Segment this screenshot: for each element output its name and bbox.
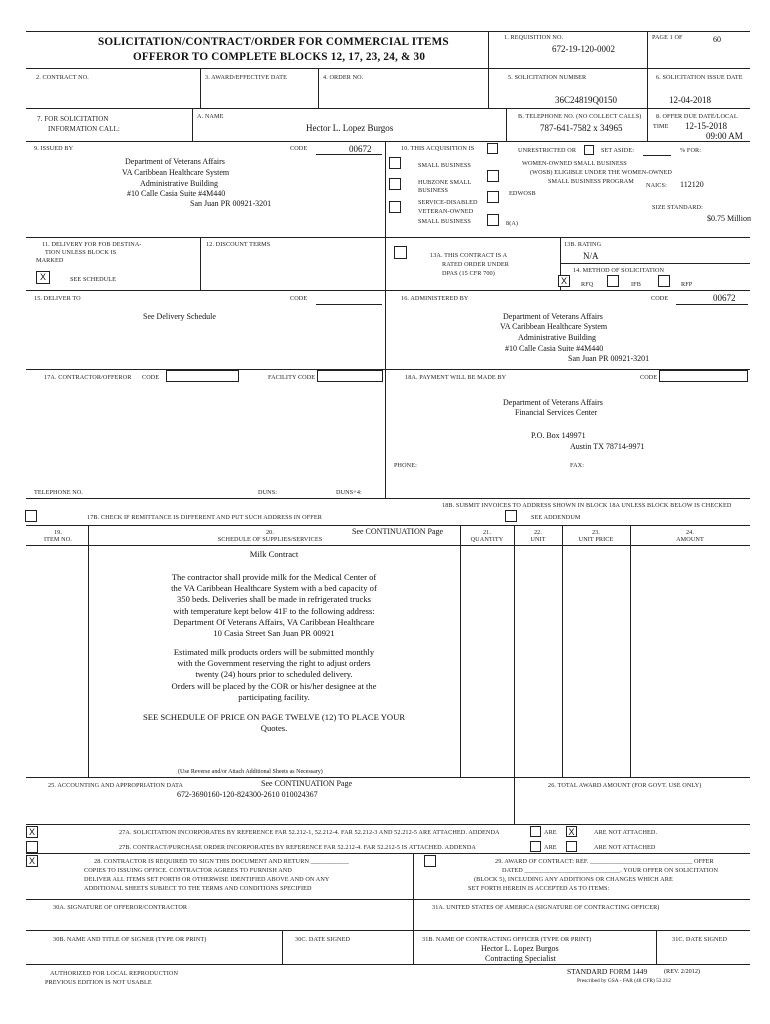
rule: [26, 777, 750, 778]
contact-name-value[interactable]: Hector L. Lopez Burgos: [306, 123, 394, 133]
schedule-line: Department Of Veterans Affairs, VA Caribbean Healthcare: [173, 616, 375, 627]
form-title: SOLICITATION/CONTRACT/ORDER FOR COMMERCIAL ITEMS: [98, 36, 449, 48]
telephone-label: B. TELEPHONE NO. (NO COLLECT CALLS): [518, 113, 642, 120]
block28-line: COPIES TO ISSUING OFFICE. CONTRACTOR AGREES TO FURNISH AND: [84, 867, 292, 874]
rule: [26, 498, 750, 499]
schedule-line: Estimated milk products orders will be submitted monthly: [173, 647, 375, 657]
block27a-are-label: ARE: [544, 829, 557, 836]
facility-code-field[interactable]: [317, 370, 383, 382]
rule: [562, 525, 563, 777]
rule: [488, 31, 489, 108]
deliver-to-label: 15. DELIVER TO: [34, 295, 81, 302]
administered-by-line: #10 Calle Casia Suite #4M440: [505, 344, 604, 353]
time-label: TIME: [653, 123, 669, 130]
block27a-are-not-label: ARE NOT ATTACHED.: [594, 829, 658, 836]
rated-order-label-2: RATED ORDER UNDER: [442, 261, 510, 268]
rule: [200, 237, 201, 290]
issued-by-line: San Juan PR 00921-3201: [190, 199, 272, 208]
duns-label: DUNS:: [258, 489, 278, 496]
rfq-checkbox[interactable]: X: [558, 275, 570, 287]
rule: [26, 853, 750, 854]
page-total: 60: [713, 35, 721, 44]
rated-order-label: 13A. THIS CONTRACT IS A: [430, 252, 508, 259]
schedule-line: twenty (24) hours prior to scheduled delivery.: [195, 669, 353, 680]
rule: [506, 108, 507, 141]
col-23-sublabel: UNIT PRICE: [578, 536, 614, 543]
block28-line: ADDITIONAL SHEETS SUBJECT TO THE TERMS AND CONDITIONS SPECIFIED: [84, 885, 312, 892]
block27b-are-not-label: ARE NOT ATTACHED: [594, 844, 656, 851]
administered-by-label: 16. ADMINISTERED BY: [401, 295, 469, 302]
rule: [26, 930, 750, 931]
issued-by-line: VA Caribbean Healthcare System: [122, 168, 230, 177]
block28-line: DELIVER ALL ITEMS SET FORTH OR OTHERWISE IDENTIFIED ABOVE AND ON ANY: [84, 876, 330, 883]
remittance-checkbox[interactable]: [25, 510, 37, 522]
payment-phone-label: PHONE:: [394, 462, 417, 469]
see-schedule-checkbox[interactable]: X: [36, 271, 50, 284]
rule: [26, 824, 750, 825]
footer-previous-edition: PREVIOUS EDITION IS NOT USABLE: [45, 979, 152, 986]
sdvosb-label-3: SMALL BUSINESS: [418, 218, 471, 225]
block27a-are-checkbox[interactable]: [530, 826, 541, 837]
administered-by-line: Administrative Building: [518, 333, 596, 342]
order-no-label: 4. ORDER NO.: [323, 74, 364, 81]
contracting-officer-name[interactable]: Hector L. Lopez Burgos: [481, 944, 559, 953]
schedule-line: The contractor shall provide milk for the Medical Center of: [171, 572, 377, 582]
rule: [26, 369, 750, 370]
contracting-officer-title[interactable]: Contracting Specialist: [485, 954, 556, 963]
signer-name-label: 30B. NAME AND TITLE OF SIGNER (TYPE OR PRINT): [53, 936, 207, 943]
8a-checkbox[interactable]: [487, 214, 499, 226]
issued-by-code-value[interactable]: 00672: [349, 144, 372, 154]
naics-label: NAICS:: [646, 182, 667, 189]
rated-order-checkbox[interactable]: [394, 246, 407, 259]
schedule-line: participating facility.: [238, 691, 310, 702]
naics-value[interactable]: 112120: [680, 180, 704, 189]
accounting-label: 25. ACCOUNTING AND APPROPRIATION DATA: [48, 782, 184, 789]
payment-line: Financial Services Center: [515, 408, 598, 417]
issued-by-line: Department of Veterans Affairs: [125, 157, 225, 166]
contractor-label: 17A. CONTRACTOR/OFFEROR: [44, 374, 132, 381]
block29-line: SET FORTH HEREIN IS ACCEPTED AS TO ITEMS:: [468, 885, 610, 892]
block29-line: DATED ______________________________. YOUR OFFER ON SOLICITATION: [502, 867, 719, 874]
rule: [26, 290, 750, 291]
schedule-line: 10 Casia Street San Juan PR 00921: [213, 628, 335, 639]
rule: [460, 525, 461, 777]
schedule-line: 350 beds. Deliveries shall be made in refrigerated trucks: [176, 594, 371, 605]
col-24-label: 24.: [685, 529, 695, 536]
see-schedule-label: SEE SCHEDULE: [70, 276, 117, 283]
accounting-continuation[interactable]: See CONTINUATION Page: [261, 779, 353, 788]
deliver-to-code-label: CODE: [290, 295, 308, 302]
block27b-are-not-checkbox[interactable]: [566, 841, 577, 852]
edwosb-label: EDWOSB: [509, 190, 536, 197]
administered-by-code-label: CODE: [651, 295, 669, 302]
method-label: 14. METHOD OF SOLICITATION: [573, 267, 665, 274]
rule: [647, 68, 648, 141]
rule: [88, 525, 89, 777]
rule: [282, 930, 283, 964]
block29-line: 29. AWARD OF CONTRACT: REF. ________________________________ OFFER: [495, 858, 714, 865]
block29-checkbox[interactable]: [424, 855, 436, 867]
schedule-line: Orders will be placed by the COR or his/her designee at the: [171, 680, 377, 691]
contractor-code-field[interactable]: [166, 370, 239, 382]
small-business-label: SMALL BUSINESS: [418, 162, 471, 169]
8a-label: 8(A): [506, 220, 519, 227]
col-23-label: 23.: [591, 529, 601, 536]
rule: [192, 108, 193, 141]
solicitation-info-label-2: INFORMATION CALL:: [48, 125, 120, 133]
rfp-checkbox[interactable]: [658, 275, 670, 287]
wosb-label: WOMEN-OWNED SMALL BUSINESS: [522, 160, 627, 167]
payment-label: 18A. PAYMENT WILL BE MADE BY: [405, 374, 507, 381]
schedule-line: the VA Caribbean Healthcare System with a bed capacity of: [171, 583, 377, 594]
block11-label-2: TION UNLESS BLOCK IS: [45, 249, 117, 256]
reverse-note: (Use Reverse and/or Attach Additional Sheets as Necessary): [178, 769, 323, 775]
block29-line: (BLOCK 5), INCLUDING ANY ADDITIONS OR CHANGES WHICH ARE: [474, 876, 673, 883]
contracting-officer-name-label: 31B. NAME OF CONTRACTING OFFICER (TYPE OR PRINT): [422, 936, 592, 943]
contract-no-label: 2. CONTRACT NO.: [36, 74, 89, 81]
col-20-label: 20.: [265, 529, 275, 536]
col-19-sublabel: ITEM NO.: [44, 536, 72, 543]
footer-form-name: STANDARD FORM 1449: [567, 967, 648, 976]
size-standard-label: SIZE STANDARD:: [652, 204, 703, 211]
schedule-line: SEE SCHEDULE OF PRICE ON PAGE TWELVE (12) TO PLACE YOUR: [142, 712, 406, 722]
rule: [26, 237, 750, 238]
issue-date-value[interactable]: 12-04-2018: [669, 95, 711, 105]
footer-revision: (REV. 2/2012): [664, 968, 700, 975]
unrestricted-checkbox-left[interactable]: [487, 143, 498, 154]
block27b-are-checkbox[interactable]: [530, 841, 541, 852]
schedule-heading: Milk Contract: [249, 549, 299, 559]
rule: [26, 525, 750, 526]
facility-code-label: FACILITY CODE: [268, 374, 316, 381]
administered-by-line: Department of Veterans Affairs: [503, 312, 603, 321]
payment-line: Department of Veterans Affairs: [503, 398, 603, 407]
percent-for-label: % FOR:: [680, 147, 702, 154]
payment-line: P.O. Box 149971: [531, 431, 586, 440]
acquisition-label: 10. THIS ACQUISITION IS: [401, 145, 475, 152]
form-subtitle: OFFEROR TO COMPLETE BLOCKS 12, 17, 23, 24, & 30: [133, 51, 426, 63]
block27b-text: 27B. CONTRACT/PURCHASE ORDER INCORPORATES BY REFERENCE FAR 52.212-4. FAR 52.212-5 IS ATTACHED. ADDENDA: [119, 844, 476, 851]
signature-contracting-officer-label: 31A. UNITED STATES OF AMERICA (SIGNATURE OF CONTRACTING OFFICER): [432, 904, 660, 911]
schedule-paragraph-1: [90, 572, 458, 639]
rule: [385, 141, 386, 498]
rule: [514, 777, 515, 824]
sdvosb-label-2: VETERAN-OWNED: [418, 208, 474, 215]
solicitation-number-label: 5. SOLICITATION NUMBER: [508, 74, 587, 81]
col-21-label: 21.: [482, 529, 492, 536]
telephone-value[interactable]: 787-641-7582 x 34965: [540, 123, 623, 133]
issued-by-line: #10 Calle Casia Suite #4M440: [127, 189, 226, 198]
administered-by-line: VA Caribbean Healthcare System: [500, 322, 608, 331]
offeror-date-label: 30C. DATE SIGNED: [295, 936, 351, 943]
schedule-line: with temperature kept below 41F to the following address:: [173, 605, 375, 616]
sdvosb-checkbox[interactable]: [389, 201, 401, 213]
payment-code-field[interactable]: [659, 370, 748, 382]
rule: [316, 154, 382, 155]
rule: [200, 68, 201, 108]
rule: [630, 525, 631, 777]
addendum-checkbox[interactable]: [505, 510, 517, 522]
telephone-no-label: TELEPHONE NO.: [34, 489, 84, 496]
ifb-label: IFB: [631, 281, 641, 288]
rule: [647, 31, 648, 68]
col-21-sublabel: QUANTITY: [470, 536, 504, 543]
rule: [316, 304, 382, 305]
rule: [26, 545, 750, 546]
footer-reproduction: AUTHORIZED FOR LOCAL REPRODUCTION: [50, 970, 179, 977]
award-date-label: 3. AWARD/EFFECTIVE DATE: [205, 74, 288, 81]
schedule-line: Quotes.: [260, 723, 288, 734]
schedule-continuation[interactable]: See CONTINUATION Page: [352, 527, 444, 536]
contractor-code-label: CODE: [142, 374, 160, 381]
rule: [413, 853, 414, 964]
block27b-checkbox[interactable]: [26, 841, 38, 853]
page-label: PAGE 1 OF: [652, 34, 683, 41]
schedule-paragraph-3: [90, 712, 458, 734]
schedule-paragraph-2: [90, 647, 458, 703]
solicitation-info-label: 7. FOR SOLICITATION: [37, 115, 109, 123]
rfq-label: RFQ: [581, 281, 594, 288]
rated-order-label-3: DPAS (15 CFR 700): [442, 270, 495, 277]
issued-by-label: 9. ISSUED BY: [34, 145, 74, 152]
solicitation-number-value[interactable]: 36C24819Q0150: [555, 95, 618, 105]
requisition-value[interactable]: 672-19-120-0002: [552, 44, 615, 54]
addendum-label: SEE ADDENDUM: [531, 514, 581, 521]
wosb-checkbox[interactable]: [487, 170, 499, 182]
payment-code-label: CODE: [640, 374, 658, 381]
rule: [26, 141, 750, 142]
edwosb-checkbox[interactable]: [487, 191, 499, 203]
offer-due-time[interactable]: 09:00 AM: [706, 131, 743, 141]
col-22-sublabel: UNIT: [530, 536, 546, 543]
footer-prescribed: Prescribed by GSA - FAR (48 CFR) 53.212: [577, 978, 671, 984]
duns4-label: DUNS+4:: [336, 489, 362, 496]
rule: [643, 155, 671, 156]
block28-line: 28. CONTRACTOR IS REQUIRED TO SIGN THIS DOCUMENT AND RETURN ____________: [94, 858, 349, 865]
unrestricted-label: UNRESTRICTED OR: [518, 147, 577, 154]
offer-due-date[interactable]: 12-15-2018: [685, 121, 727, 131]
rule: [26, 108, 750, 109]
issue-date-label: 6. SOLICITATION ISSUE DATE: [656, 74, 743, 81]
wosb-label-2: (WOSB) ELIGIBLE UNDER THE WOMEN-OWNED: [530, 169, 672, 176]
col-24-sublabel: AMOUNT: [676, 536, 704, 543]
unrestricted-checkbox[interactable]: [584, 145, 594, 155]
officer-date-label: 31C. DATE SIGNED: [672, 936, 728, 943]
payment-line: Austin TX 78714-9971: [570, 442, 645, 451]
signature-offeror-label: 30A. SIGNATURE OF OFFEROR/CONTRACTOR: [53, 904, 188, 911]
sdvosb-label: SERVICE-DISABLED: [418, 199, 478, 206]
block28-checkbox[interactable]: X: [26, 855, 38, 867]
rule: [676, 304, 748, 305]
col-20-sublabel: SCHEDULE OF SUPPLIES/SERVICES: [217, 536, 323, 543]
issued-by-code-label: CODE: [290, 145, 308, 152]
block27a-checkbox[interactable]: X: [26, 826, 38, 838]
hubzone-label: HUBZONE SMALL: [418, 179, 472, 186]
frame-top: [26, 31, 750, 32]
name-label: A. NAME: [197, 113, 224, 120]
requisition-label: 1. REQUISITION NO.: [504, 34, 564, 41]
remittance-label: 17B. CHECK IF REMITTANCE IS DIFFERENT AND PUT SUCH ADDRESS IN OFFER: [87, 514, 322, 521]
rule: [514, 525, 515, 777]
wosb-label-3: SMALL BUSINESS PROGRAM: [548, 178, 634, 185]
administered-by-code-value[interactable]: 00672: [713, 293, 736, 303]
col-19-label: 19.: [53, 529, 63, 536]
rule: [26, 68, 750, 69]
schedule-line: with the Government reserving the right to adjust orders: [177, 658, 371, 669]
rfp-label: RFP: [681, 281, 693, 288]
accounting-value[interactable]: 672-3690160-120-824300-2610 010024367: [177, 790, 318, 799]
block27a-text: 27A. SOLICITATION INCORPORATES BY REFERENCE FAR 52.212-1, 52.212-4. FAR 52.212-3 AND 52.212-5 ARE ATTACHED. ADDENDA: [119, 829, 500, 836]
total-award-label: 26. TOTAL AWARD AMOUNT (FOR GOVT. USE ONLY): [548, 782, 702, 789]
set-aside-label: SET ASIDE:: [601, 147, 635, 154]
payment-fax-label: FAX:: [570, 462, 585, 469]
hubzone-checkbox[interactable]: [389, 178, 401, 190]
deliver-to-value[interactable]: See Delivery Schedule: [143, 312, 216, 321]
col-22-label: 22.: [533, 529, 543, 536]
block11-label-3: MARKED: [36, 257, 64, 264]
administered-by-line: San Juan PR 00921-3201: [568, 354, 650, 363]
rule: [656, 930, 657, 964]
discount-terms-label: 12. DISCOUNT TERMS: [206, 241, 271, 248]
rule: [26, 899, 750, 900]
issued-by-line: Administrative Building: [140, 179, 218, 188]
rule: [318, 68, 319, 108]
frame-bottom: [26, 964, 750, 965]
rating-label: 13B. RATING: [564, 241, 602, 248]
block27b-are-label: ARE: [544, 844, 557, 851]
invoice-label: 18B. SUBMIT INVOICES TO ADDRESS SHOWN IN BLOCK 18A UNLESS BLOCK BELOW IS CHECKED: [442, 502, 732, 509]
rule: [560, 263, 750, 264]
block27a-are-not-checkbox[interactable]: X: [566, 826, 577, 837]
offer-due-label: 8. OFFER DUE DATE/LOCAL: [656, 113, 738, 120]
size-standard-value[interactable]: $0.75 Million: [707, 214, 752, 223]
small-business-checkbox[interactable]: [389, 157, 401, 169]
block11-label: 11. DELIVERY FOR FOB DESTINA-: [42, 241, 142, 248]
ifb-checkbox[interactable]: [607, 275, 619, 287]
rating-value[interactable]: N/A: [583, 251, 599, 261]
hubzone-label-2: BUSINESS: [418, 187, 449, 194]
